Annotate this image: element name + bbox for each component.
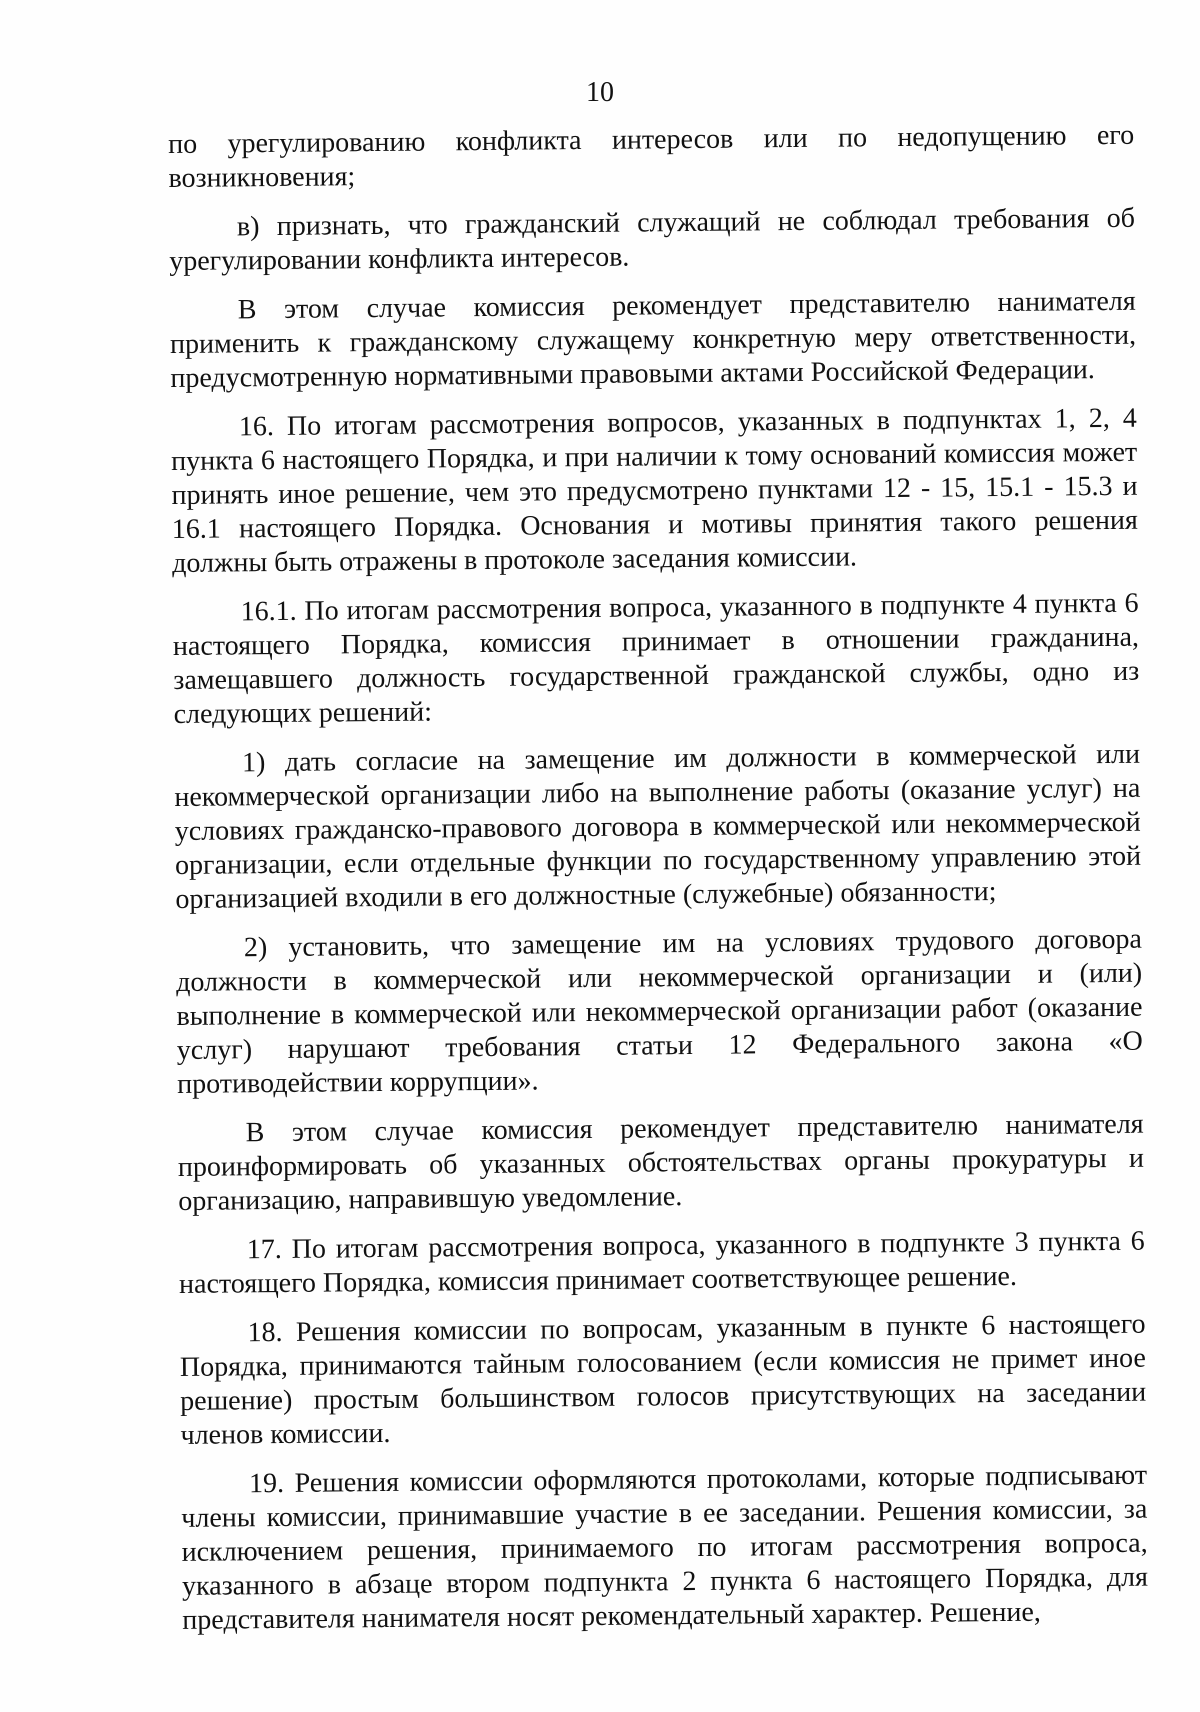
paragraph-16: 16. По итогам рассмотрения вопросов, указанных в подпунктах 1, 2, 4 пункта 6 настоящего Порядка, и при наличии к тому оснований комиссия может принять иное решение, чем это предусмотрено пунктами 12 - 15, 15.1 - 15.3 и 16.1 настоящего Порядка. Основания и мотивы принятия такого решения должны быть отражены в протоколе заседания комиссии. — [171, 402, 1138, 579]
paragraph-19: 19. Решения комиссии оформляются протоколами, которые подписывают члены комиссии, принимавшие участие в ее заседании. Решения комиссии, за исключением решения, принимаемого по итогам рассмотрения вопроса, указанного в абзаце втором подпункта 2 пункта 6 настоящего Порядка, для представителя нанимателя носят рекомендательный характер. Решение, — [181, 1459, 1149, 1636]
paragraph-16-1-item-2: 2) установить, что замещение им на условиях трудового договора должности в коммерческой или некоммерческой организации и (или) выполнение в коммерческой или некоммерческой организации работ (оказание услуг) нарушают требования статьи 12 Федерального закона «О противодействии коррупции». — [176, 923, 1143, 1100]
paragraph-16-1: 16.1. По итогам рассмотрения вопроса, указанного в подпункте 4 пункта 6 настоящего Порядка, комиссия принимает в отношении гражданина, замещавшего должность государственной гражданской службы, одно из следующих решений: — [172, 587, 1140, 730]
paragraph-16-1-item-1: 1) дать согласие на замещение им должности в коммерческой или некоммерческой организации либо на выполнение работы (оказание услуг) на условиях гражданско-правового договора в коммерческой или некоммерческой организации, если отдельные функции по государственному управлению этой организацией входили в его должностные (служебные) обязанности; — [174, 738, 1142, 915]
paragraph-16-1-case: В этом случае комиссия рекомендует представителю нанимателя проинформировать об указанных обстоятельствах органы прокуратуры и организацию, направившую уведомление. — [177, 1108, 1145, 1217]
paragraph-18: 18. Решения комиссии по вопросам, указанным в пункте 6 настоящего Порядка, принимаются тайным голосованием (если комиссия не примет иное решение) простым большинством голосов присутствующих на заседании членов комиссии. — [179, 1308, 1147, 1451]
page-number: 10 — [586, 77, 614, 108]
paragraph-subitem-v: в) признать, что гражданский служащий не соблюдал требования об урегулировании конфликта интересов. — [169, 202, 1136, 277]
document-body — [168, 119, 1149, 1653]
paragraph-subitem-v-case: В этом случае комиссия рекомендует представителю нанимателя применить к гражданскому служащему конкретную меру ответственности, предусмотренную нормативными правовыми актами Российской Федерации. — [169, 285, 1137, 394]
paragraph-continued: по урегулированию конфликта интересов или по недопущению его возникновения; — [168, 119, 1135, 194]
paragraph-17: 17. По итогам рассмотрения вопроса, указанного в подпункте 3 пункта 6 настоящего Порядка, комиссия принимает соответствующее решение. — [178, 1225, 1145, 1300]
